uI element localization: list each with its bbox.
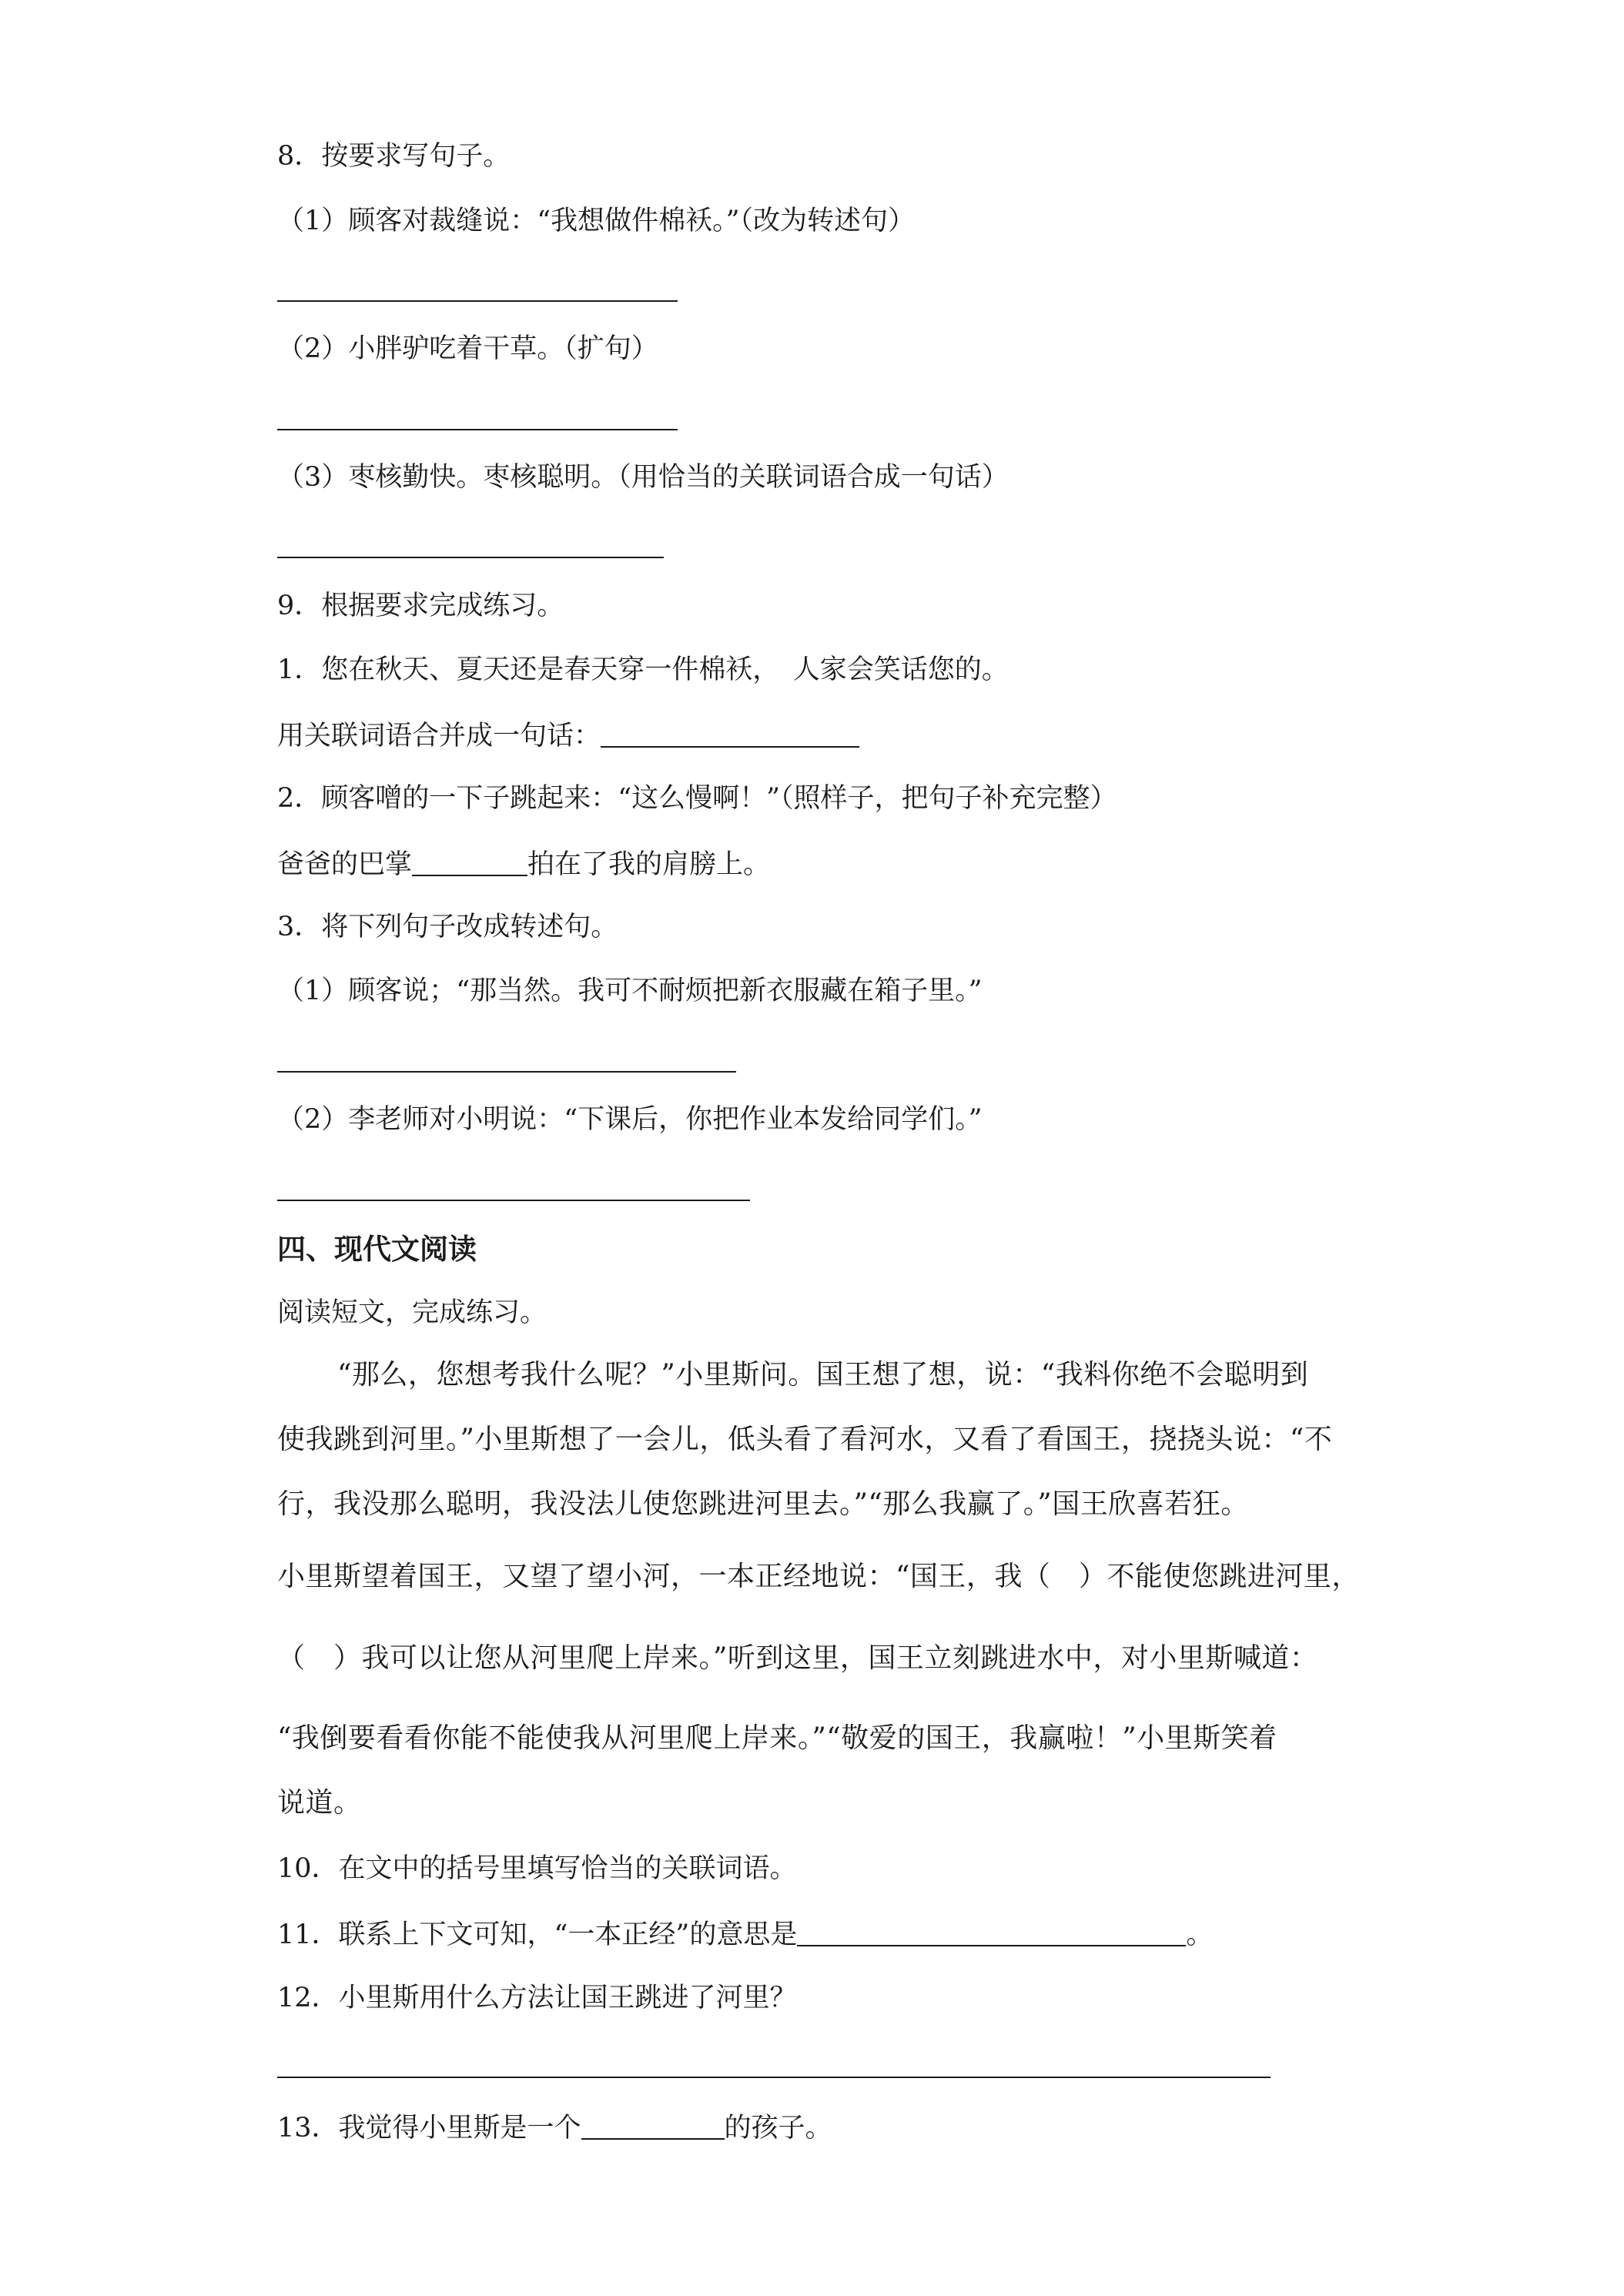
q8-sentence-1: （1）顾客对裁缝说：“我想做件棉袄。”（改为转述句） [277, 206, 916, 236]
passage-line-1: “那么，您想考我什么呢？”小里斯问。国王想了想，说：“我料你绝不会聪明到 [337, 1359, 1309, 1391]
passage-line-5: （ ）我可以让您从河里爬上岸来。”听到这里，国王立刻跳进水中，对小里斯喊道： [277, 1642, 1318, 1674]
q8-sentence-3: （3）枣核勤快。枣核聪明。（用恰当的关联词语合成一句话） [277, 462, 1009, 493]
q9-item-3-sentence-2: （2）李老师对小明说：“下课后，你把作业本发给同学们。” [277, 1104, 983, 1135]
q11-pre: 11．联系上下文可知，“一本正经”的意思是 [277, 1919, 798, 1950]
q9-item-3: 3．将下列句子改成转述句。 [277, 912, 618, 942]
q11 [277, 1920, 1213, 1949]
passage-line-3: 行，我没那么聪明，我没法儿使您跳进河里去。”“那么我赢了。”国王欣喜若狂。 [277, 1488, 1249, 1520]
q13 [277, 2114, 832, 2142]
q9-item-1-prompt-text: 用关联词语合并成一句话： [277, 721, 601, 751]
passage-line-4: 小里斯望着国王，又望了望小河，一本正经地说：“国王，我（ ）不能使您跳进河里， [277, 1561, 1360, 1592]
answer-blank-q11[interactable] [797, 1920, 1186, 1946]
answer-blank-q9-2[interactable] [412, 850, 527, 876]
q8-sentence-2: （2）小胖驴吃着干草。（扩句） [277, 333, 658, 364]
q13-pre: 13．我觉得小里斯是一个 [277, 2113, 581, 2144]
answer-line-q8-2[interactable] [277, 429, 678, 430]
passage-line-6: “我倒要看看你能不能使我从河里爬上岸来。”“敬爱的国王，我赢啦！”小里斯笑着 [277, 1722, 1277, 1754]
passage-line-7: 说道。 [277, 1787, 362, 1819]
answer-line-q8-3[interactable] [277, 557, 664, 558]
q12: 12．小里斯用什么方法让国王跳进了河里？ [277, 1983, 797, 2013]
section-intro: 阅读短文，完成练习。 [277, 1297, 547, 1328]
answer-line-q9-3-1[interactable] [277, 1071, 736, 1073]
q9-item-1-prompt [277, 721, 859, 750]
q9-item-2-pre: 爸爸的巴掌 [277, 849, 413, 880]
q9-item-3-sentence-1: （1）顾客说；“那当然。我可不耐烦把新衣服藏在箱子里。” [277, 976, 983, 1006]
q13-post: 的孩子。 [724, 2113, 832, 2144]
answer-blank-q9-1[interactable] [601, 721, 859, 748]
answer-line-q12[interactable] [277, 2077, 1271, 2078]
q10: 10．在文中的括号里填写恰当的关联词语。 [277, 1853, 797, 1884]
section-heading: 四、现代文阅读 [277, 1232, 477, 1266]
q9-item-2-fill [277, 850, 770, 879]
answer-line-q9-3-2[interactable] [277, 1200, 750, 1201]
q9-title: 9．根据要求完成练习。 [277, 591, 564, 621]
answer-line-q8-1[interactable] [277, 300, 678, 302]
q9-item-2: 2．顾客噌的一下子跳起来：“这么慢啊！”（照样子，把句子补充完整） [277, 783, 1117, 814]
answer-blank-q13[interactable] [581, 2114, 725, 2140]
passage-line-2: 使我跳到河里。”小里斯想了一会儿，低头看了看河水，又看了看国王，挠挠头说：“不 [277, 1424, 1333, 1455]
q9-item-2-post: 拍在了我的肩膀上。 [527, 849, 771, 880]
q9-item-1: 1．您在秋天、夏天还是春天穿一件棉袄， 人家会笑话您的。 [277, 654, 1009, 685]
q8-title: 8．按要求写句子。 [277, 141, 511, 172]
q11-post: 。 [1186, 1919, 1214, 1950]
